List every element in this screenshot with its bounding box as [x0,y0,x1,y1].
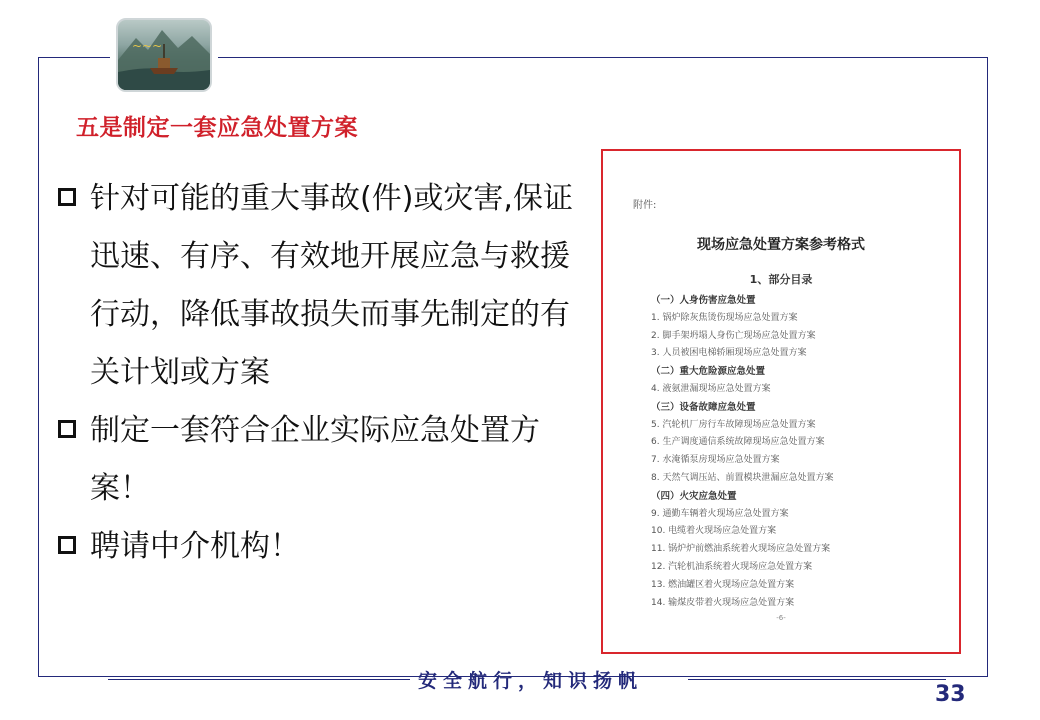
doc-page-marker: -6- [776,614,786,622]
doc-toc-group: （三）设备故障应急处置 [651,401,756,413]
doc-toc-item: 12. 汽轮机油系统着火现场应急处置方案 [651,561,813,572]
doc-toc-group: （四）火灾应急处置 [651,490,737,502]
doc-toc-item: 10. 电缆着火现场应急处置方案 [651,526,777,537]
doc-toc-item: 6. 生产调度通信系统故障现场应急处置方案 [651,437,825,448]
doc-attachment-label: 附件: [633,200,657,211]
doc-title: 现场应急处置方案参考格式 [697,237,865,253]
bullet-text: 聘请中介机构！ [90,529,300,564]
boat-landscape-logo-icon [116,18,212,92]
square-bullet-icon [58,420,76,438]
doc-toc-item: 11. 锅炉炉前燃油系统着火现场应急处置方案 [651,544,831,555]
bullet-item [56,402,581,518]
document-preview [601,149,961,654]
footer-slogan: 安全航行，知识扬帆 [418,670,644,692]
doc-toc-item: 8. 天然气调压站、前置模块泄漏应急处置方案 [651,472,834,483]
bullet-item [56,170,581,402]
bullet-list [56,170,581,576]
doc-toc-group: （一）人身伤害应急处置 [651,295,756,306]
doc-toc-item: 1. 锅炉除灰焦烫伤现场应急处置方案 [651,312,798,323]
footer-rule-right [688,679,946,680]
doc-toc-item: 3. 人员被困电梯轿厢现场应急处置方案 [651,348,807,359]
page-number: 33 [935,682,966,707]
bullet-text: 制定一套符合企业实际应急处置方案！ [90,413,540,506]
doc-toc-item: 2. 脚手架坍塌人身伤亡现场应急处置方案 [651,330,816,341]
doc-section: 1、部分目录 [749,273,813,286]
svg-text:~~~: ~~~ [132,39,163,53]
doc-toc-item: 9. 通勤车辆着火现场应急处置方案 [651,508,789,519]
doc-toc-item: 5. 汽轮机厂房行车故障现场应急处置方案 [651,419,816,430]
bullet-text: 针对可能的重大事故(件)或灾害,保证迅速、有序、有效地开展应急与救援行动，降低事故损失而事先制定的有关计划或方案 [90,181,573,390]
square-bullet-icon [58,188,76,206]
doc-toc-list [651,292,941,612]
doc-toc-item: 13. 燃油罐区着火现场应急处置方案 [651,579,795,590]
footer-rule-left [108,679,410,680]
bullet-item [56,518,581,576]
square-bullet-icon [58,536,76,554]
section-title: 五是制定一套应急处置方案 [76,115,358,141]
doc-toc-item: 4. 液氨泄漏现场应急处置方案 [651,383,771,394]
doc-toc-group: （二）重大危险源应急处置 [651,366,766,378]
doc-toc-item: 7. 水淹循泵房现场应急处置方案 [651,455,780,466]
doc-toc-item: 14. 输煤皮带着火现场应急处置方案 [651,597,795,608]
